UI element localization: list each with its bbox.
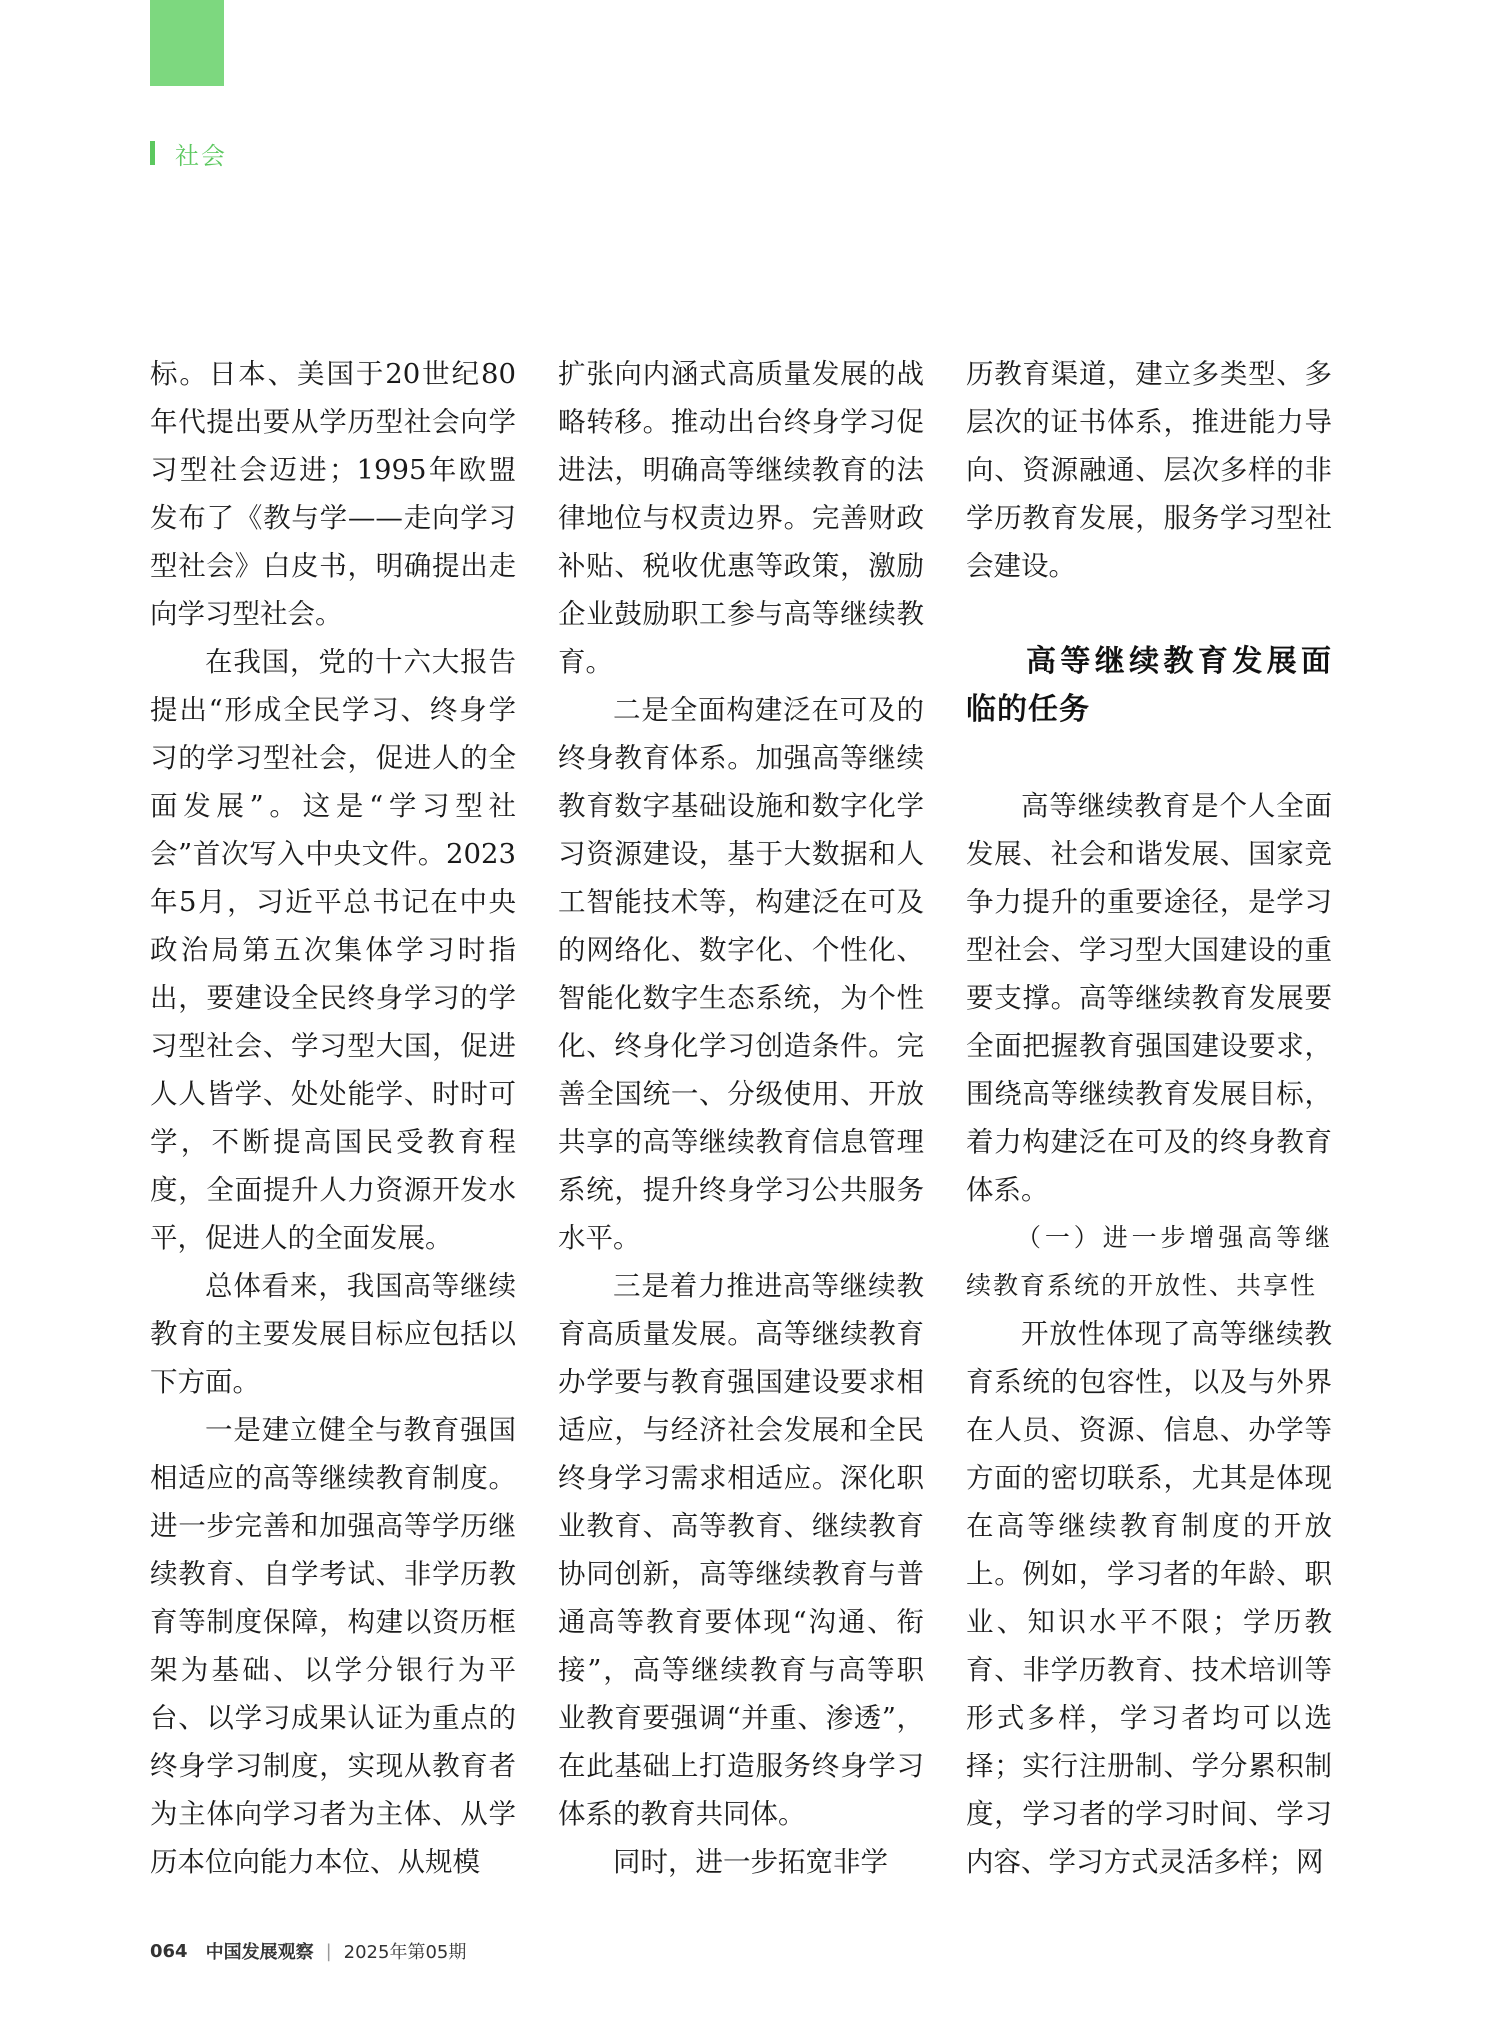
paragraph: 开放性体现了高等继续教育系统的包容性，以及与外界在人员、资源、信息、办学等方面的密切联系，尤其是体现在高等继续教育制度的开放上。例如，学习者的年龄、职业、知识水平不限；学历教育、非学历教育、技术培训等形式多样，学习者均可以选择；实行注册制、学分累积制度，学习者的学习时间、学习内容、学习方式灵活多样；网 (966, 1318, 1332, 1878)
paragraph: 在我国，党的十六大报告提出“形成全民学习、终身学习的学习型社会，促进人的全面发展”。这是“学习型社会”首次写入中央文件。2023年5月，习近平总书记在中央政治局第五次集体学习时指出，要建设全民终身学习的学习型社会、学习型大国，促进人人皆学、处处能学、时时可学，不断提高国民受教育程度，全面提升人力资源开发水平，促进人的全面发展。 (150, 646, 516, 1254)
decorative-color-block (150, 0, 224, 86)
paragraph: 高等继续教育是个人全面发展、社会和谐发展、国家竞争力提升的重要途径，是学习型社会、学习型大国建设的重要支撑。高等继续教育发展要全面把握教育强国建设要求，围绕高等继续教育发展目标，着力构建泛在可及的终身教育体系。 (966, 790, 1332, 1206)
section-tag (150, 138, 227, 168)
section-heading: 高等继续教育发展面临的任务 (966, 644, 1332, 727)
journal-name: 中国发展观察 (205, 1942, 314, 1963)
page-footer (150, 1938, 466, 1964)
article-column-1 (150, 350, 516, 1886)
footer-separator: | (325, 1940, 332, 1962)
article-column-3 (966, 350, 1332, 1886)
paragraph: 一是建立健全与教育强国相适应的高等继续教育制度。进一步完善和加强高等学历继续教育、自学考试、非学历教育等制度保障，构建以资历框架为基础、以学分银行为平台、以学习成果认证为重点的终身学习制度，实现从教育者为主体向学习者为主体、从学历本位向能力本位、从规模 (150, 1414, 516, 1878)
article-column-2 (558, 350, 924, 1886)
paragraph-continued: 历教育渠道，建立多类型、多层次的证书体系，推进能力导向、资源融通、层次多样的非学历教育发展，服务学习型社会建设。 (966, 358, 1332, 582)
page-number: 064 (150, 1940, 188, 1962)
section-label: 社会 (175, 141, 227, 170)
paragraph: 总体看来，我国高等继续教育的主要发展目标应包括以下方面。 (150, 1270, 516, 1398)
issue-label: 2025年第05期 (343, 1942, 467, 1963)
section-bar (150, 141, 155, 165)
subsection-heading: （一）进一步增强高等继续教育系统的开放性、共享性 (966, 1223, 1332, 1300)
paragraph: 二是全面构建泛在可及的终身教育体系。加强高等继续教育数字基础设施和数字化学习资源建设，基于大数据和人工智能技术等，构建泛在可及的网络化、数字化、个性化、智能化数字生态系统，为个性化、终身化学习创造条件。完善全国统一、分级使用、开放共享的高等继续教育信息管理系统，提升终身学习公共服务水平。 (558, 694, 924, 1254)
paragraph-continued: 扩张向内涵式高质量发展的战略转移。推动出台终身学习促进法，明确高等继续教育的法律地位与权责边界。完善财政补贴、税收优惠等政策，激励企业鼓励职工参与高等继续教育。 (558, 358, 924, 678)
paragraph-continued: 标。日本、美国于20世纪80年代提出要从学历型社会向学习型社会迈进；1995年欧盟发布了《教与学——走向学习型社会》白皮书，明确提出走向学习型社会。 (150, 358, 516, 630)
paragraph: 三是着力推进高等继续教育高质量发展。高等继续教育办学要与教育强国建设要求相适应，与经济社会发展和全民终身学习需求相适应。深化职业教育、高等教育、继续教育协同创新，高等继续教育与普通高等教育要体现“沟通、衔接”，高等继续教育与高等职业教育要强调“并重、渗透”，在此基础上打造服务终身学习体系的教育共同体。 (558, 1270, 924, 1830)
paragraph: 同时，进一步拓宽非学 (613, 1846, 888, 1878)
